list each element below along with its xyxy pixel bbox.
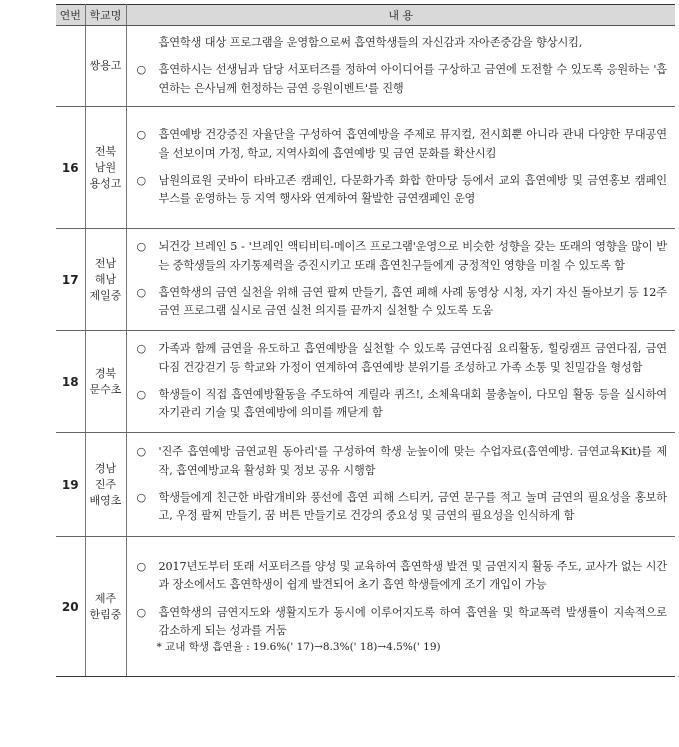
content-item (137, 172, 668, 209)
school-name-line: 배영초 (89, 493, 122, 507)
header-school: 학교명 (85, 5, 126, 26)
header-content: 내 용 (126, 5, 675, 26)
content-item (137, 558, 668, 595)
row-number: 16 (56, 107, 85, 229)
content-text: 흡연학생의 금연 실천을 위해 금연 팔찌 만들기, 흡연 폐해 사례 동영상 시청, 자기 자신 돌아보기 등 12주 금연 프로그램 실시로 금연 실천 의지를 끝까지 실천할 수 있도록 도움 (158, 286, 667, 318)
row-number: 19 (56, 433, 85, 537)
content-item (137, 489, 668, 526)
school-name (85, 433, 126, 537)
row-number: 17 (56, 229, 85, 331)
content-text: 남원의료원 굿바이 타바고존 캠페인, 다문화가족 화합 한마당 등에서 교외 흡연예방 및 금연홍보 캠페인 부스를 운영하는 등 지역 행사와 연계하여 활발한 금연캠페인 운영 (158, 174, 667, 206)
program-content (126, 26, 675, 107)
row-number (56, 26, 85, 107)
program-content (126, 107, 675, 229)
school-name-line: 제일중 (89, 288, 122, 302)
school-name-line: 진주 (94, 477, 117, 491)
school-name-line: 제주 (94, 591, 117, 605)
content-item (137, 34, 668, 52)
school-name (85, 26, 126, 107)
content-item (137, 340, 668, 377)
content-item (137, 604, 668, 641)
row-number: 18 (56, 331, 85, 433)
program-table (56, 4, 675, 677)
table-row (56, 26, 675, 107)
content-item (137, 443, 668, 480)
smoking-rate-note: * 교내 학생 흡연율 : 19.6%(' 17)→8.3%(' 18)→4.5%(' 19) (156, 641, 441, 654)
school-name-line: 전북 (94, 144, 117, 158)
content-text: 흡연예방 건강증진 자율단을 구성하여 흡연예방을 주제로 뮤지컬, 전시회뿐 아니라 관내 다양한 무대공연을 선보이며 가정, 학교, 지역사회에 흡연예방 및 금연 문화를 확산시킴 (158, 128, 667, 160)
school-name-line: 경북 (94, 366, 117, 380)
circle-bullet-icon: ○ (136, 240, 146, 254)
program-content (126, 537, 675, 677)
school-name (85, 229, 126, 331)
content-text: 가족과 함께 금연을 유도하고 흡연예방을 실천할 수 있도록 금연다짐 요리활동, 힐링캠프 금연다짐, 금연다짐 건강걷기 등 학교와 가정이 연계하여 흡연예방 분위기를 조성하고 가족 소통 및 친밀감을 형성함 (158, 342, 667, 374)
circle-bullet-icon: ○ (136, 342, 146, 356)
content-item (137, 386, 668, 423)
content-text: 흡연학생의 금연지도와 생활지도가 동시에 이루어지도록 하여 흡연율 및 학교폭력 발생률이 지속적으로 감소하게 되는 성과를 거둠 (158, 605, 667, 637)
program-content (126, 229, 675, 331)
table-row (56, 331, 675, 433)
circle-bullet-icon: ○ (136, 388, 146, 401)
table-header-row (56, 5, 675, 26)
school-name (85, 537, 126, 677)
content-text: 2017년도부터 또래 서포터즈를 양성 및 교육하여 흡연학생 발견 및 금연지지 활동 주도, 교사가 없는 시간과 장소에서도 흡연학생이 쉽게 발견되어 초기 흡연 학생들에게 조기 개입이 가능 (158, 559, 667, 592)
table-row (56, 229, 675, 331)
content-text: 흡연하시는 선생님과 담당 서포터즈를 정하여 아이디어를 구상하고 금연에 도전할 수 있도록 응원하는 '흡연하는 은사님께 헌정하는 금연 응원이벤트'를 진행 (158, 63, 667, 95)
school-name-line: 문수초 (89, 382, 122, 396)
school-name-line: 해남 (94, 272, 117, 286)
content-text: 흡연학생 대상 프로그램을 운영함으로써 흡연학생들의 자신감과 자아존중감을 향상시킴, (158, 35, 583, 49)
program-content (126, 331, 675, 433)
content-text: 학생들에게 친근한 바람개비와 풍선에 흡연 피해 스티커, 금연 문구를 적고 놀며 금연의 필요성을 홍보하고, 우정 팔찌 만들기, 꿈 버튼 만들기로 건강의 중요성 및 금연의 필요성을 인식하게 함 (158, 491, 667, 523)
content-text: '진주 흡연예방 금연교원 동아리'를 구성하여 학생 눈높이에 맞는 수업자료(흡연예방. 금연교육Kit)를 제작, 흡연예방교육 활성화 및 정보 공유 시행함 (158, 445, 667, 477)
circle-bullet-icon: ○ (136, 559, 146, 573)
content-item (137, 238, 668, 275)
circle-bullet-icon: ○ (136, 63, 146, 77)
school-name-line: 전남 (94, 256, 117, 270)
circle-bullet-icon: ○ (136, 286, 146, 299)
program-content (126, 433, 675, 537)
content-item (137, 284, 668, 321)
school-name-line: 쌍용고 (89, 59, 122, 72)
circle-bullet-icon: ○ (136, 605, 146, 619)
school-name-line: 경남 (94, 461, 117, 475)
content-item (137, 126, 668, 163)
row-number: 20 (56, 537, 85, 677)
content-text: 학생들이 직접 흡연예방활동을 주도하여 게릴라 퀴즈!, 소체육대회 물총놀이, 다모임 활동 등을 실시하여 자기관리 기술 및 흡연예방에 의미를 깨닫게 함 (158, 388, 667, 420)
school-name (85, 331, 126, 433)
table-row (56, 107, 675, 229)
header-no: 연번 (56, 5, 85, 26)
content-item (137, 61, 668, 98)
circle-bullet-icon: ○ (136, 128, 146, 142)
school-name (85, 107, 126, 229)
circle-bullet-icon: ○ (136, 174, 146, 187)
school-name-line: 한림중 (89, 607, 122, 621)
school-name-line: 용성고 (89, 176, 122, 190)
circle-bullet-icon: ○ (136, 491, 146, 504)
content-text: 뇌건강 브레인 5 - '브레인 액티비티-메이즈 프로그램'운영으로 비슷한 성향을 갖는 또래의 영향을 많이 받는 중학생들의 자기통제력을 증진시키고 또래 흡연친구들에게 긍정적인 영향을 미칠 수 있도록 함 (158, 240, 667, 272)
school-name-line: 남원 (94, 160, 117, 174)
table-row (56, 537, 675, 677)
circle-bullet-icon: ○ (136, 445, 146, 459)
table-row (56, 433, 675, 537)
